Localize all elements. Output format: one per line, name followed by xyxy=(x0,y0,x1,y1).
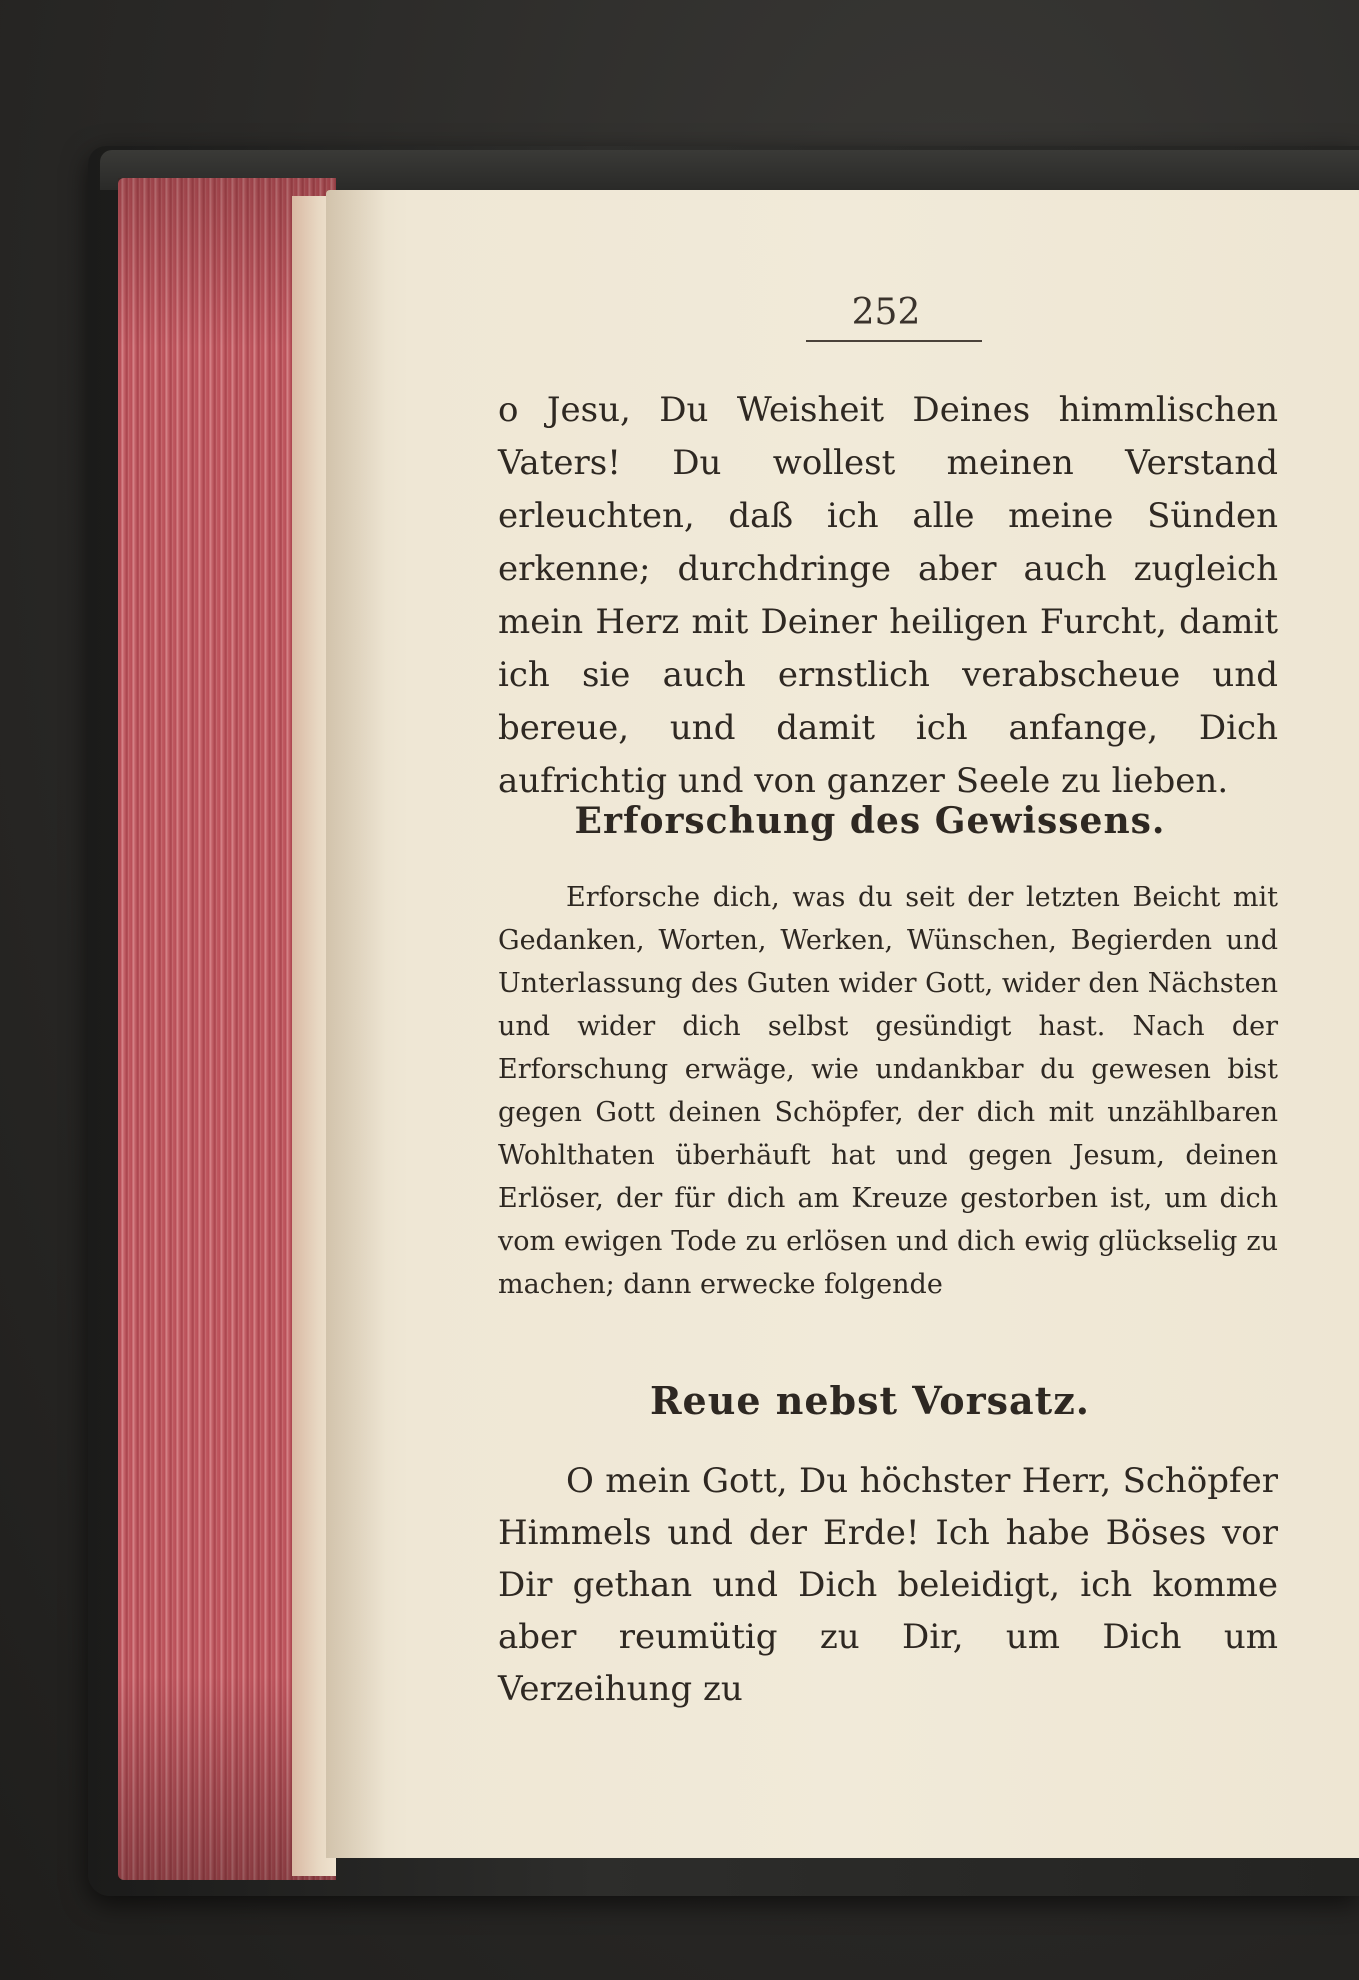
section-heading-contrition: Reue nebst Vorsatz. xyxy=(649,1378,1091,1423)
page-number-rule xyxy=(806,340,982,342)
section-heading-examination: Erforschung des Gewissens. xyxy=(574,800,1166,842)
page-number: 252 xyxy=(851,292,921,333)
paragraph-prayer-intro: o Jesu, Du Weisheit Deines himmlischen Vaters! Du wollest meinen Verstand erleuchten, daß ich alle meine Sünden erkenne; durchdringe aber auch zugleich mein Herz mit Deiner heiligen Furcht, damit ich sie auch ernstlich verabscheue und bereue, und damit ich anfange, Dich aufrichtig und von ganzer Seele zu lieben. xyxy=(498,390,1278,801)
paragraph-examination: Erforsche dich, was du seit der letzten Beicht mit Gedanken, Worten, Werken, Wünschen, Begierden und Unterlassung des Guten wider Gott, wider den Nächsten und wider dich selbst gesündigt hast. Nach der Erforschung erwäge, wie undankbar du gewesen bist gegen Gott deinen Schöpfer, der dich mit unzählbaren Wohlthaten überhäuft hat und gegen Jesum, deinen Erlöser, der für dich am Kreuze gestorben ist, um dich vom ewigen Tode zu erlösen und dich ewig glückselig zu machen; dann erwecke folgende xyxy=(498,882,1278,1300)
paragraph-contrition: O mein Gott, Du höchster Herr, Schöpfer Himmels und der Erde! Ich habe Böses vor Dir gethan und Dich beleidigt, ich komme aber reumütig zu Dir, um Dich um Verzeihung zu xyxy=(498,1461,1278,1709)
